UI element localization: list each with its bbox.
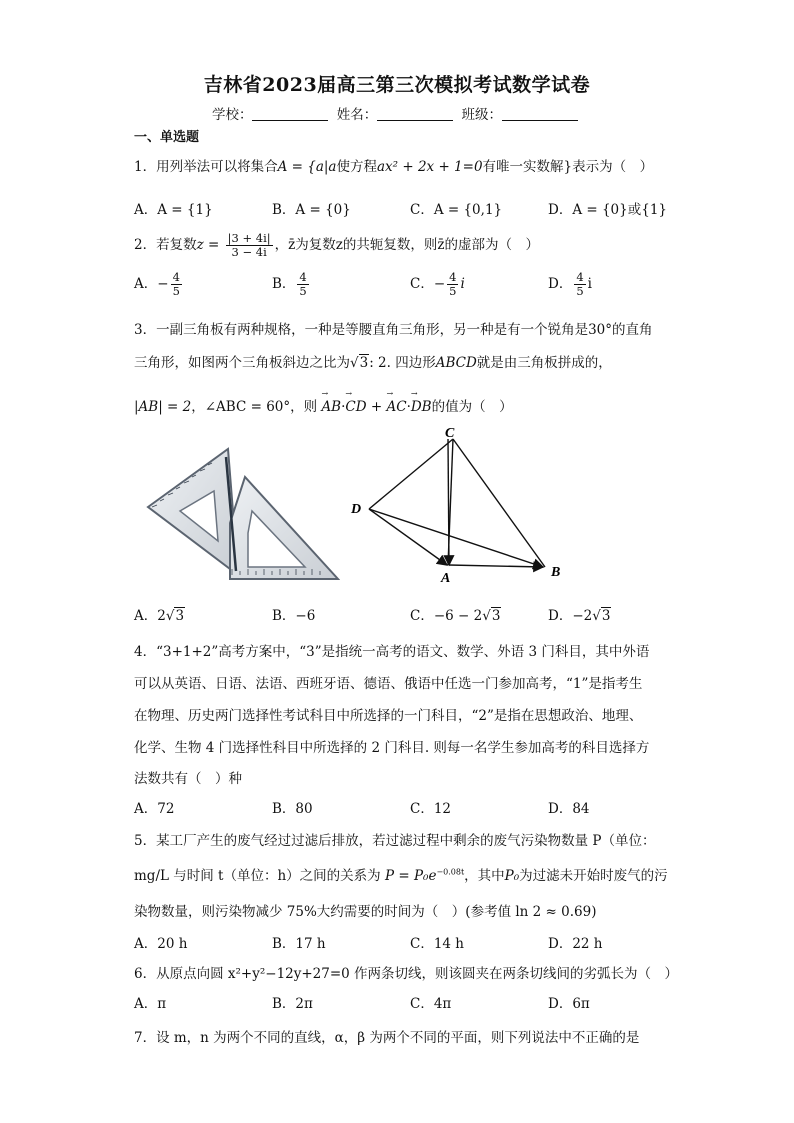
- label-c: C: [445, 426, 455, 441]
- page-title: 吉林省2023届高三第三次模拟考试数学试卷: [203, 74, 591, 96]
- q6-option-c[interactable]: C．4π: [410, 996, 452, 1012]
- q1-option-b[interactable]: B．A = {0}: [272, 202, 351, 218]
- arrow-d-to-b: [369, 509, 543, 567]
- q2-text-a: 2．若复数: [134, 237, 197, 253]
- q2-z-denominator: 3 − 4i: [231, 245, 267, 259]
- q1-text-b: 使方程: [336, 159, 377, 175]
- q6-option-a[interactable]: A．π: [134, 996, 167, 1012]
- vector-cd: → CD: [345, 399, 366, 415]
- q1-set: A = {a|a: [277, 159, 337, 175]
- school-label: 学校：: [211, 107, 253, 123]
- class-blank[interactable]: [502, 108, 578, 121]
- q5-formula: P = P₀e: [384, 868, 437, 884]
- q1-option-c[interactable]: C．A = {0,1}: [410, 202, 503, 218]
- q5-option-c[interactable]: C．14 h: [410, 936, 464, 952]
- q2-option-b[interactable]: B． $\frac{4}{5}$: [272, 270, 307, 298]
- q4-line-2: 可以从英语、日语、法语、西班牙语、德语、俄语中任选一门参加高考，“1”是指考生: [134, 676, 643, 692]
- q1-option-a[interactable]: A．A = {1}: [134, 202, 213, 218]
- q3-ab-length: |AB| = 2: [134, 399, 192, 415]
- q1-text-a: 1．用列举法可以将集合: [134, 159, 278, 175]
- q4-line-4: 化学、生物 4 门选择性科目中所选择的 2 门科目. 则每一名学生参加高考的科目选择方: [134, 740, 650, 756]
- q2-option-a[interactable]: A．− $\frac{4}{5}$: [134, 270, 180, 298]
- q3-option-d[interactable]: D．−2√3: [548, 608, 611, 624]
- arrow-a-to-b: [449, 565, 543, 567]
- label-b: B: [551, 565, 561, 580]
- q6-option-b[interactable]: B．2π: [272, 996, 313, 1012]
- q1-text-c: 有唯一实数解: [482, 159, 564, 175]
- school-blank[interactable]: [252, 108, 328, 121]
- section-heading: 一、单选题: [134, 130, 200, 145]
- q1-option-d[interactable]: D．A = {0}或{1}: [548, 202, 668, 218]
- q1-text-d: }表示为（ ）: [563, 159, 654, 175]
- q3-line-2: 三角形，如图两个三角板斜边之比为√3: 2. 四边形ABCD就是由三角板拼成的，: [134, 355, 612, 371]
- q5-line-3: 染物数量，则污染物减少 75%大约需要的时间为（ ）(参考值 ln 2 ≈ 0.69): [134, 904, 597, 920]
- quadrilateral-abcd-diagram: [345, 425, 570, 587]
- q4-option-d[interactable]: D．84: [548, 801, 590, 817]
- q2-z-numerator: |3 + 4i|: [227, 231, 271, 245]
- segment-cb: [453, 439, 545, 567]
- name-blank[interactable]: [377, 108, 453, 121]
- q2-option-c[interactable]: C．− $\frac{4}{5}$ i: [410, 270, 465, 298]
- name-label: 姓名：: [336, 107, 378, 123]
- label-d: D: [351, 502, 362, 517]
- q4-line-5: 法数共有（ ）种: [134, 771, 242, 787]
- q5-line-2: mg/L 与时间 t（单位：h）之间的关系为 $P = P_0e^{-0.08t}$，其中P₀为过滤未开始时废气的污: [134, 867, 668, 884]
- q4-line-1: 4．“3+1+2”高考方案中，“3”是指统一高考的语文、数学、外语 3 门科目，其中外语: [134, 644, 650, 660]
- q5-option-a[interactable]: A．20 h: [134, 936, 188, 952]
- q4-option-a[interactable]: A．72: [134, 801, 175, 817]
- class-label: 班级：: [461, 107, 503, 123]
- q2-text-b: ，z̄为复数z的共轭复数，则z̄的虚部为（ ）: [274, 237, 539, 253]
- q5-option-b[interactable]: B．17 h: [272, 936, 326, 952]
- q4-option-b[interactable]: B．80: [272, 801, 313, 817]
- q7-stem: 7．设 m，n 为两个不同的直线，α，β 为两个不同的平面，则下列说法中不正确的是: [134, 1030, 640, 1046]
- question-2-stem: 2．若复数z = $\frac{|3 + 4i|}{3 - 4i}$ ，z̄为复数z的共轭复数，则z̄的虚部为（ ）: [134, 231, 539, 259]
- arrow-d-to-a: [369, 509, 447, 565]
- student-info-line: [0, 103, 794, 123]
- q3-line-1: 3．一副三角板有两种规格，一种是等腰直角三角形，另一种是有一个锐角是30°的直角: [134, 322, 653, 338]
- q2-option-d[interactable]: D． $\frac{4}{5}$ i: [548, 270, 592, 298]
- vector-ab: → AB: [321, 399, 341, 415]
- set-squares-image: [140, 447, 340, 582]
- q6-option-d[interactable]: D．6π: [548, 996, 590, 1012]
- q4-option-c[interactable]: C．12: [410, 801, 452, 817]
- q5-option-d[interactable]: D．22 h: [548, 936, 603, 952]
- q4-line-3: 在物理、历史两门选择性考试科目中所选择的一门科目，“2”是指在思想政治、地理、: [134, 708, 643, 724]
- q2-z-fraction: [226, 232, 273, 259]
- q1-equation: ax² + 2x + 1=0: [376, 159, 483, 175]
- vector-db: → DB: [411, 399, 432, 415]
- q3-option-c[interactable]: C．−6 − 2√3: [410, 608, 501, 624]
- q3-line-3: |AB| = 2，∠ABC = 60°，则 → AB·→ CD + → AC·→ DB的值为（ ）: [134, 395, 513, 415]
- q6-stem: 6．从原点向圆 x²+y²−12y+27=0 作两条切线，则该圆夹在两条切线间的劣弧长为（ ）: [134, 966, 679, 982]
- q3-option-b[interactable]: B．−6: [272, 608, 316, 624]
- segment-dc: [369, 439, 453, 509]
- vector-ac: → AC: [386, 399, 406, 415]
- q3-option-a[interactable]: A．2√3: [134, 608, 185, 624]
- q5-line-1: 5．某工厂产生的废气经过过滤后排放，若过滤过程中剩余的废气污染物数量 P（单位：: [134, 833, 656, 849]
- label-a: A: [441, 571, 451, 586]
- question-1-stem: [134, 155, 653, 175]
